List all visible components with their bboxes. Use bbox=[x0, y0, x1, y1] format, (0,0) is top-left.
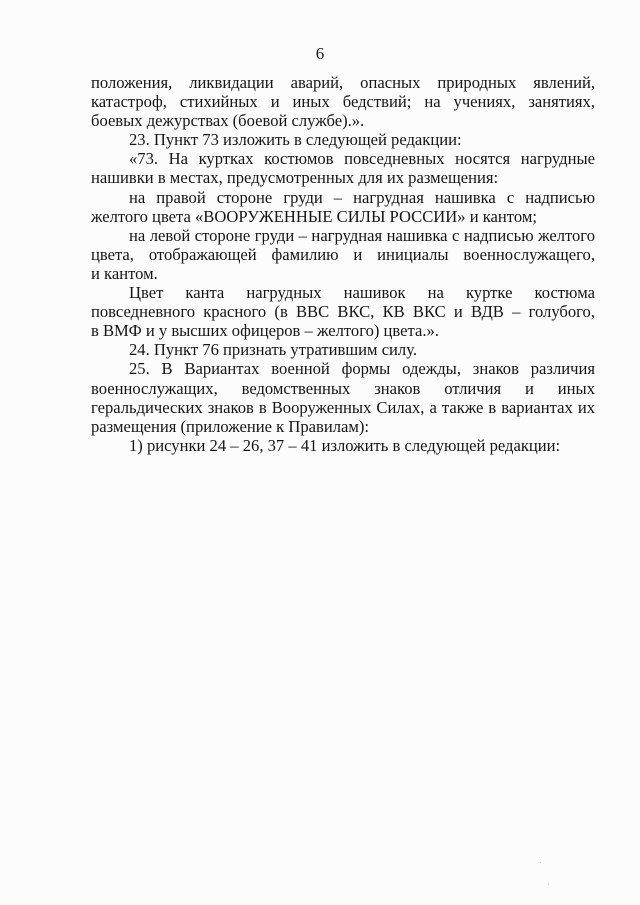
text-line: 1) рисунки 24 – 26, 37 – 41 изложить в следующей редакции: bbox=[129, 435, 561, 455]
paragraph-subitem-1 bbox=[91, 436, 595, 455]
text-line: нашивки в местах, предусмотренных для их размещения: bbox=[91, 168, 499, 188]
paragraph-item-25 bbox=[91, 359, 595, 435]
text-line: в ВМФ и у высших офицеров – желтого) цвета.». bbox=[91, 321, 439, 341]
text-line: желтого цвета «ВООРУЖЕННЫЕ СИЛЫ РОССИИ» и кантом; bbox=[91, 206, 537, 226]
paragraph-item-24 bbox=[91, 340, 595, 359]
page-number: 6 bbox=[315, 44, 325, 63]
text-line: боевых дежурствах (боевой службе).». bbox=[91, 111, 365, 131]
scan-speck bbox=[540, 862, 541, 863]
text-line: 24. Пункт 76 признать утратившим силу. bbox=[129, 340, 417, 360]
paragraph-left-chest bbox=[91, 226, 595, 283]
text-line: катастроф, стихийных и иных бедствий; на учениях, занятиях, bbox=[91, 92, 595, 112]
text-line: 23. Пункт 73 изложить в следующей редакции: bbox=[129, 130, 462, 150]
text-line: военнослужащих, ведомственных знаков отличия и иных bbox=[91, 378, 595, 398]
text-line: положения, ликвидации аварий, опасных природных явлений, bbox=[91, 73, 595, 92]
text-line: на правой стороне груди – нагрудная нашивка с надписью bbox=[129, 187, 595, 207]
document-text bbox=[91, 73, 595, 455]
text-line: цвета, отображающей фамилию и инициалы военнослужащего, bbox=[91, 244, 595, 264]
paragraph-trim-color bbox=[91, 283, 595, 340]
text-line: и кантом. bbox=[91, 263, 158, 283]
scan-speck bbox=[548, 884, 549, 885]
text-line: повседневного красного (в ВВС ВКС, КВ ВКС и ВДВ – голубого, bbox=[91, 302, 595, 322]
text-line: «73. На куртках костюмов повседневных носятся нагрудные bbox=[129, 149, 595, 169]
text-line: 25. В Вариантах военной формы одежды, знаков различия bbox=[129, 359, 595, 379]
paragraph-continuation bbox=[91, 73, 595, 130]
text-line: Цвет канта нагрудных нашивок на куртке костюма bbox=[129, 283, 595, 303]
paragraph-item-23 bbox=[91, 130, 595, 149]
paragraph-clause-73 bbox=[91, 149, 595, 187]
text-line: на левой стороне груди – нагрудная нашивка с надписью желтого bbox=[129, 225, 595, 245]
text-line: геральдических знаков в Вооруженных Силах, а также в вариантах их bbox=[91, 397, 595, 417]
paragraph-right-chest bbox=[91, 188, 595, 226]
text-line: размещения (приложение к Правилам): bbox=[91, 416, 370, 436]
